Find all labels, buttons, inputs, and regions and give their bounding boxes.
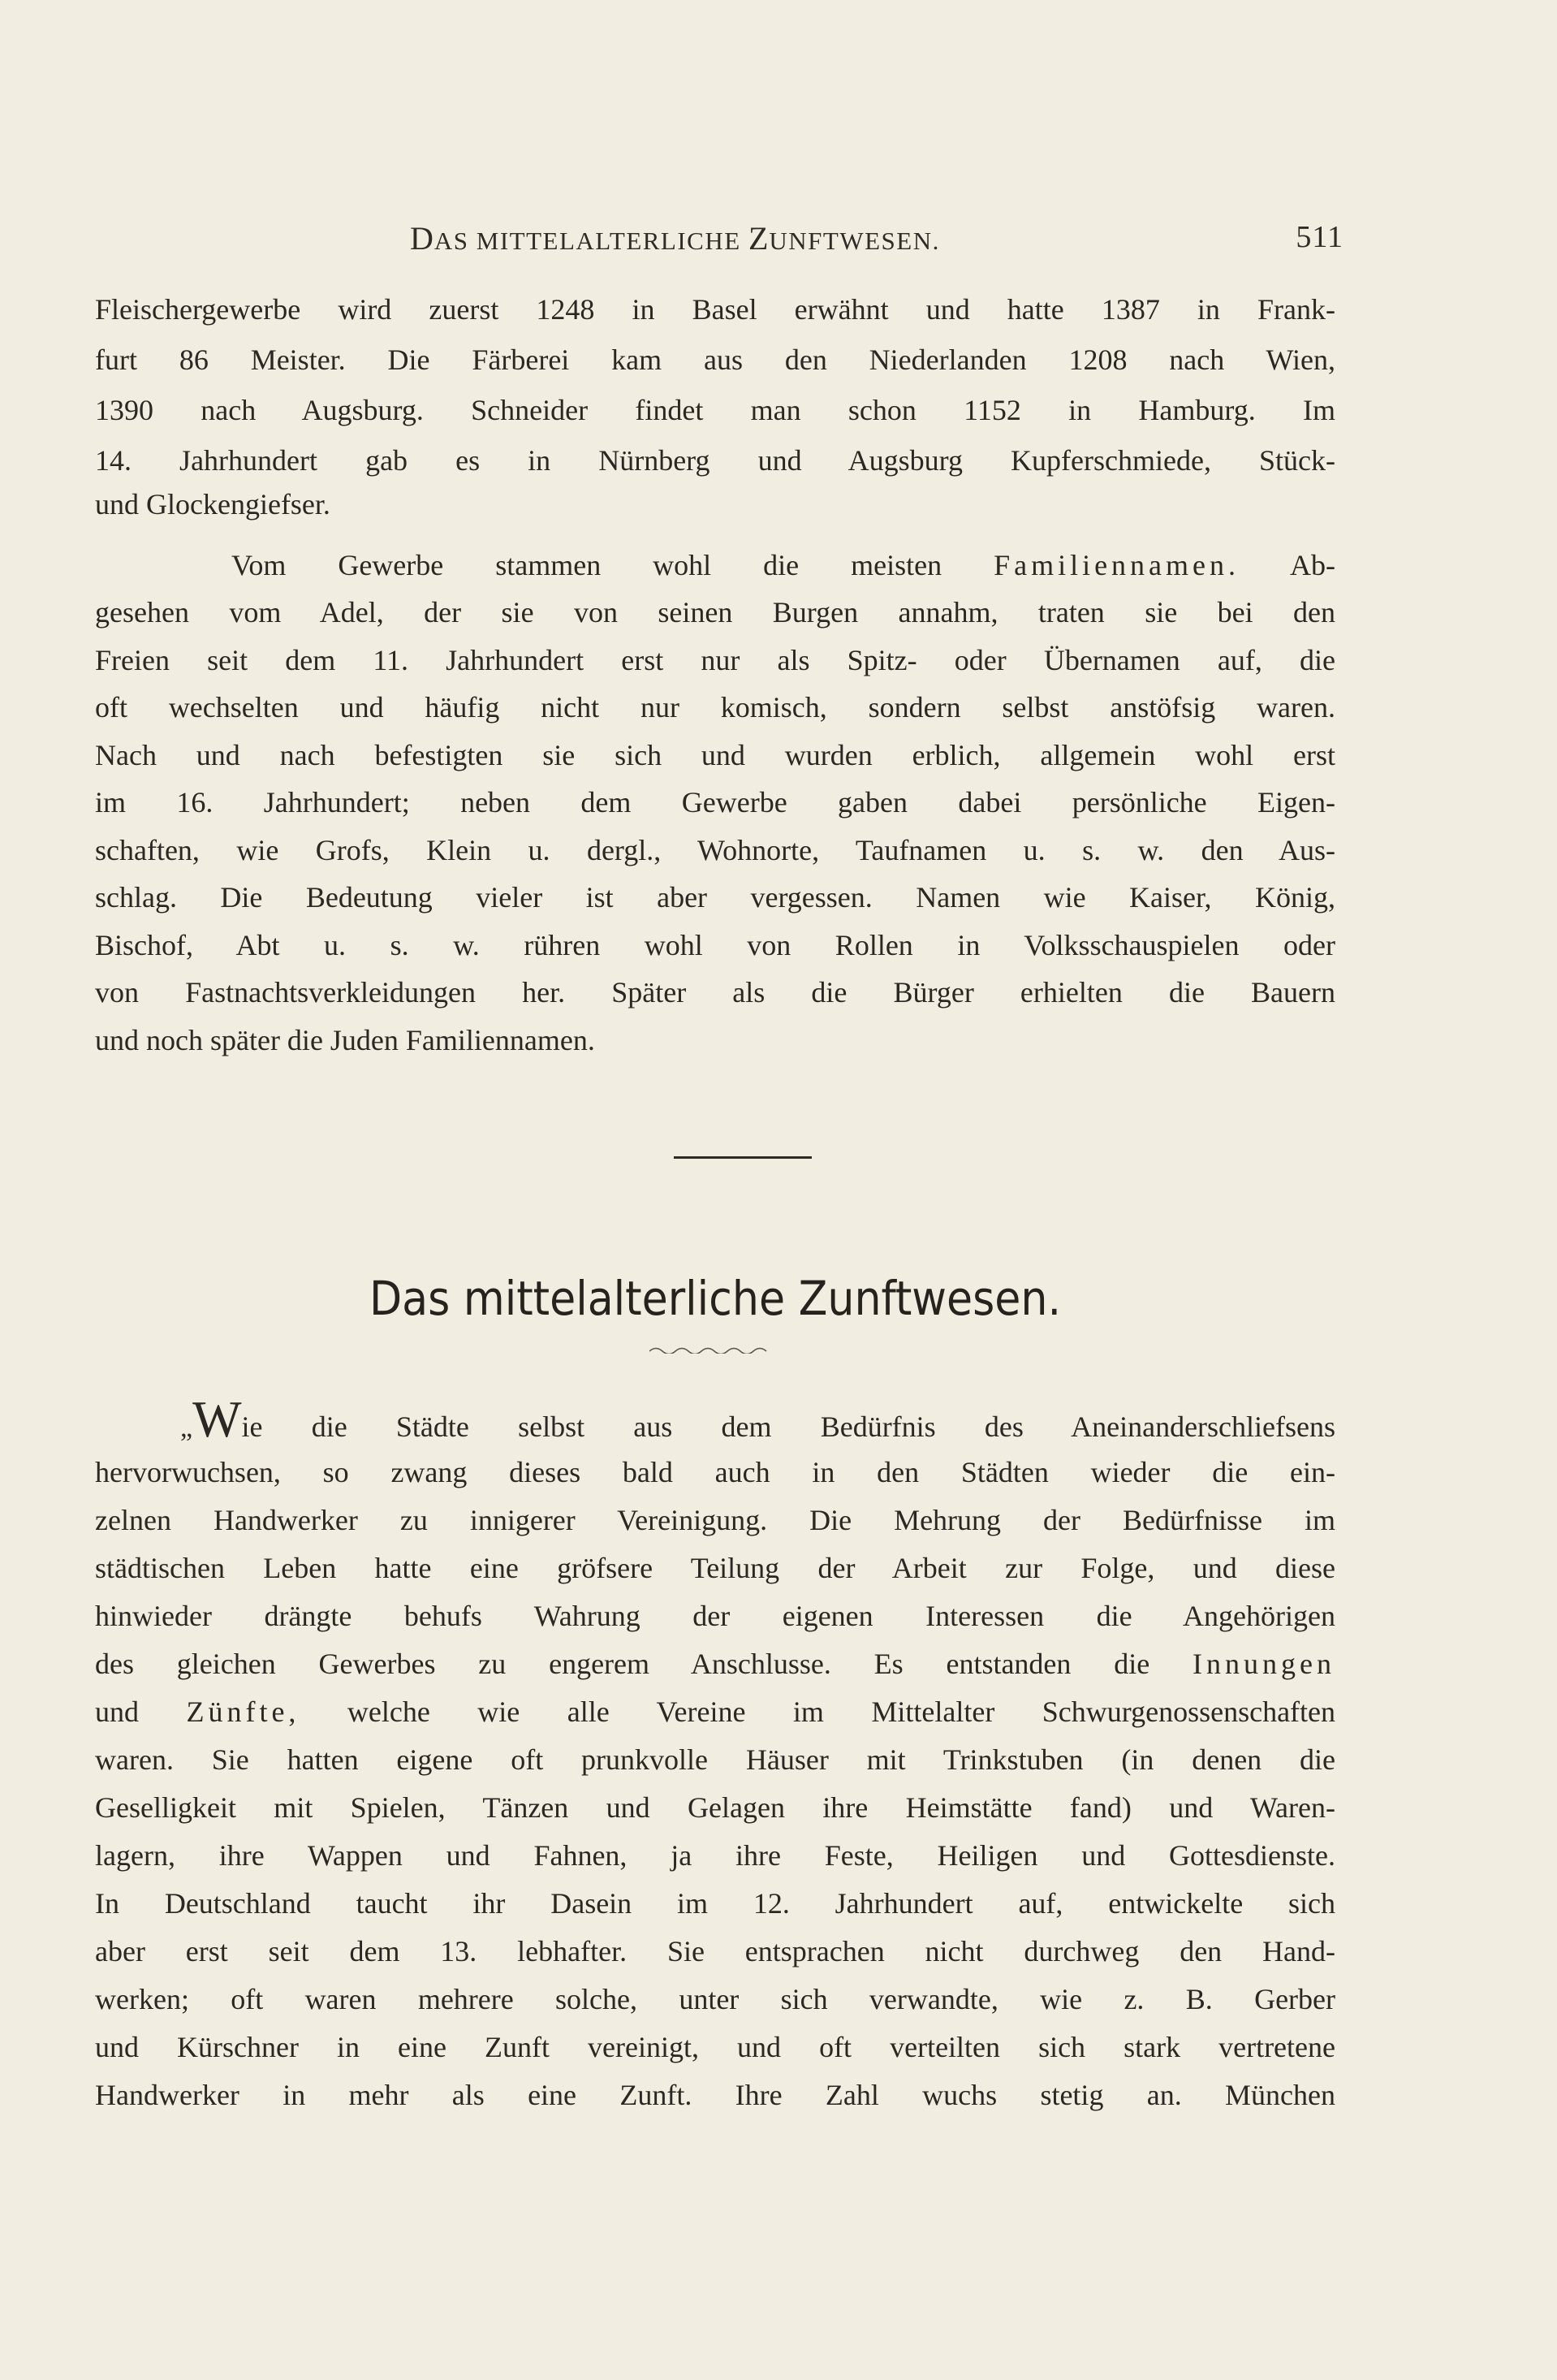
text-line: im 16. Jahrhundert; neben dem Gewerbe gaben dabei persönliche Eigen- [95,786,1335,819]
text-line: hinwieder drängte behufs Wahrung der eigenen Interessen die Angehörigen [95,1600,1335,1632]
text-line: hervorwuchsen, so zwang dieses bald auch in den Städten wieder die ein- [95,1456,1335,1488]
running-title: DAS MITTELALTERLICHE ZUNFTWESEN. [410,220,940,257]
text-line: werken; oft waren mehrere solche, unter sich verwandte, wie z. B. Gerber [95,1983,1335,2015]
text-line: und Glockengiefser. [95,488,330,520]
text-line: waren. Sie hatten eigene oft prunkvolle Häuser mit Trinkstuben (in denen die [95,1743,1335,1776]
flourish-ornament [649,1344,771,1354]
text-line: Bischof, Abt u. s. w. rühren wohl von Rollen in Volksschauspielen oder [95,929,1335,961]
drop-cap: W [192,1390,242,1448]
text-line: Geselligkeit mit Spielen, Tänzen und Gelagen ihre Heimstätte fand) und Waren- [95,1791,1335,1824]
text-line: und Zünfte, welche wie alle Vereine im Mittelalter Schwurgenossenschaften [95,1695,1336,1728]
text-line: und Kürschner in eine Zunft vereinigt, und oft verteilten sich stark vertretene [95,2031,1335,2063]
section-title: Das mittelalterliche Zunftwesen. [369,1271,1062,1326]
text-line: furt 86 Meister. Die Färberei kam aus den Niederlanden 1208 nach Wien, [95,343,1335,376]
text-line: Freien seit dem 11. Jahrhundert erst nur als Spitz- oder Übernamen auf, die [95,644,1335,676]
text-line: von Fastnachtsverkleidungen her. Später als die Bürger erhielten die Bauern [95,976,1335,1009]
text-line: aber erst seit dem 13. lebhafter. Sie entsprachen nicht durchweg den Hand- [95,1935,1335,1967]
quote-mark: „ [180,1413,193,1443]
text-line: Fleischergewerbe wird zuerst 1248 in Basel erwähnt und hatte 1387 in Frank- [95,293,1335,326]
text-line: Handwerker in mehr als eine Zunft. Ihre Zahl wuchs stetig an. München [95,2079,1335,2111]
section-divider [674,1156,812,1159]
text-line: In Deutschland taucht ihr Dasein im 12. Jahrhundert auf, entwickelte sich [95,1887,1335,1920]
text-line: städtischen Leben hatte eine gröfsere Teilung der Arbeit zur Folge, und diese [95,1552,1335,1584]
text-line: Vom Gewerbe stammen wohl die meisten Familiennamen. Ab- [231,549,1336,581]
text-line: schaften, wie Grofs, Klein u. dergl., Wohnorte, Taufnamen u. s. w. den Aus- [95,834,1335,866]
text-line: zelnen Handwerker zu innigerer Vereinigung. Die Mehrung der Bedürfnisse im [95,1504,1335,1536]
text-line: lagern, ihre Wappen und Fahnen, ja ihre Feste, Heiligen und Gottesdienste. [95,1839,1335,1872]
text-line: „Wie die Städte selbst aus dem Bedürfnis des Aneinanderschliefsens [180,1390,1335,1448]
text-line: gesehen vom Adel, der sie von seinen Burgen annahm, traten sie bei den [95,596,1335,628]
running-header [410,219,1344,260]
text-line: des gleichen Gewerbes zu engerem Anschlusse. Es entstanden die Innungen [95,1648,1336,1680]
text-line: 14. Jahrhundert gab es in Nürnberg und Augsburg Kupferschmiede, Stück- [95,444,1335,477]
text-line: 1390 nach Augsburg. Schneider findet man schon 1152 in Hamburg. Im [95,394,1335,426]
page-number: 511 [1296,220,1344,254]
text-line: Nach und nach befestigten sie sich und wurden erblich, allgemein wohl erst [95,739,1335,771]
text-line: schlag. Die Bedeutung vieler ist aber vergessen. Namen wie Kaiser, König, [95,881,1335,914]
text-line: und noch später die Juden Familiennamen. [95,1024,595,1056]
text-line: oft wechselten und häufig nicht nur komisch, sondern selbst anstöfsig waren. [95,691,1335,724]
